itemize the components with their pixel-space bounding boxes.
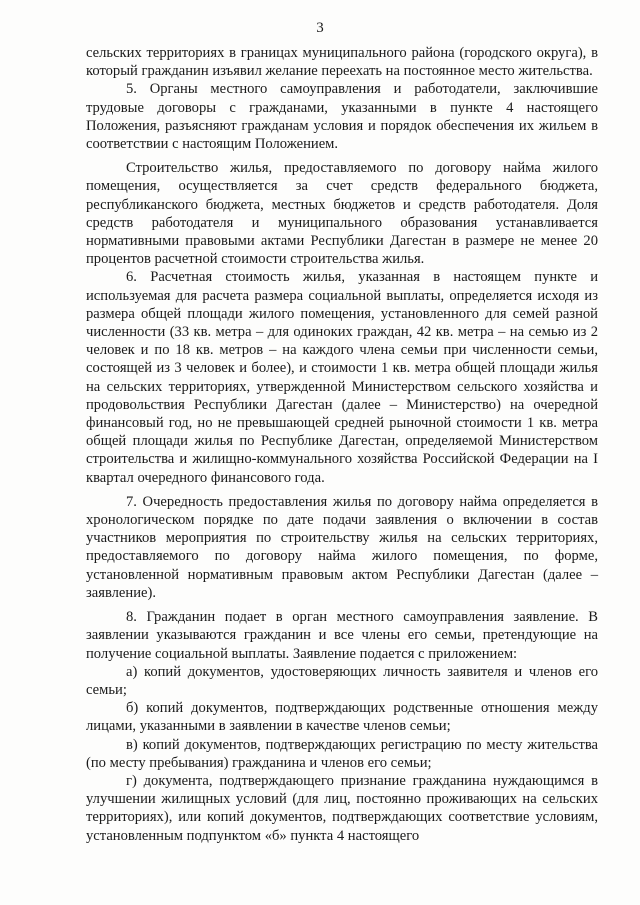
paragraph-7: 7. Очередность предоставления жилья по договору найма определяется в хронологическом порядке по дате подачи заявления о включении в состав участников мероприятия по строительству жилья на сельских территориях, предоставляемого по договору найма жилого помещения, по форме, установленной нормативным правовым актом Республики Дагестан (далее – заявление). xyxy=(86,493,598,601)
page-number: 3 xyxy=(316,20,324,36)
paragraph-continuation: сельских территориях в границах муниципального района (городского округа), в который гражданин изъявил желание переехать на постоянное место жительства. xyxy=(86,45,598,80)
paragraph-8: 8. Гражданин подает в орган местного самоуправления заявление. В заявлении указываются гражданин и все члены его семьи, претендующие на получение социальной выплаты. Заявление подается с приложением: xyxy=(86,609,598,662)
list-item-g: г) документа, подтверждающего признание гражданина нуждающимся в улучшении жилищных условий (для лиц, постоянно проживающих на сельских территориях), или копий документов, подтверждающих соответствие условиям, установленным подпунктом «б» пункта 4 настоящего xyxy=(86,772,598,844)
paragraph-construction-funding: Строительство жилья, предоставляемого по договору найма жилого помещения, осуществляется за счет средств федерального бюджета, республиканского бюджета, местных бюджетов и средств работодателя. Доля средств работодателя и муниципального образования устанавливается нормативными правовыми актами Республики Дагестан в размере не менее 20 процентов расчетной стоимости строительства жилья. xyxy=(86,160,598,268)
document-body xyxy=(86,44,598,845)
paragraph-5: 5. Органы местного самоуправления и работодатели, заключившие трудовые договоры с гражданами, указанными в пункте 4 настоящего Положения, разъясняют гражданам условия и порядок обеспечения их жильем в соответствии с настоящим Положением. xyxy=(86,81,598,153)
paragraph-6: 6. Расчетная стоимость жилья, указанная в настоящем пункте и используемая для расчета размера социальной выплаты, определяется исходя из размера общей площади жилого помещения, установленного для семей разной численности (33 кв. метра – для одиноких граждан, 42 кв. метра – на семью из 2 человек и по 18 кв. метров – на каждого члена семьи при численности семьи, состоящей из 3 человек и более), и стоимости 1 кв. метра общей площади жилья на сельских территориях, утвержденной Министерством сельского хозяйства и продовольствия Республики Дагестан (далее – Министерство) на очередной финансовый год, но не превышающей средней рыночной стоимости 1 кв. метра общей площади жилья по Республике Дагестан, определяемой Министерством строительства и жилищно-коммунального хозяйства Российской Федерации на I квартал очередного финансового года. xyxy=(86,269,598,486)
list-item-b: б) копий документов, подтверждающих родственные отношения между лицами, указанными в заявлении в качестве членов семьи; xyxy=(86,700,598,735)
list-item-a: а) копий документов, удостоверяющих личность заявителя и членов его семьи; xyxy=(86,663,598,698)
list-item-v: в) копий документов, подтверждающих регистрацию по месту жительства (по месту пребывания) гражданина и членов его семьи; xyxy=(86,736,598,771)
